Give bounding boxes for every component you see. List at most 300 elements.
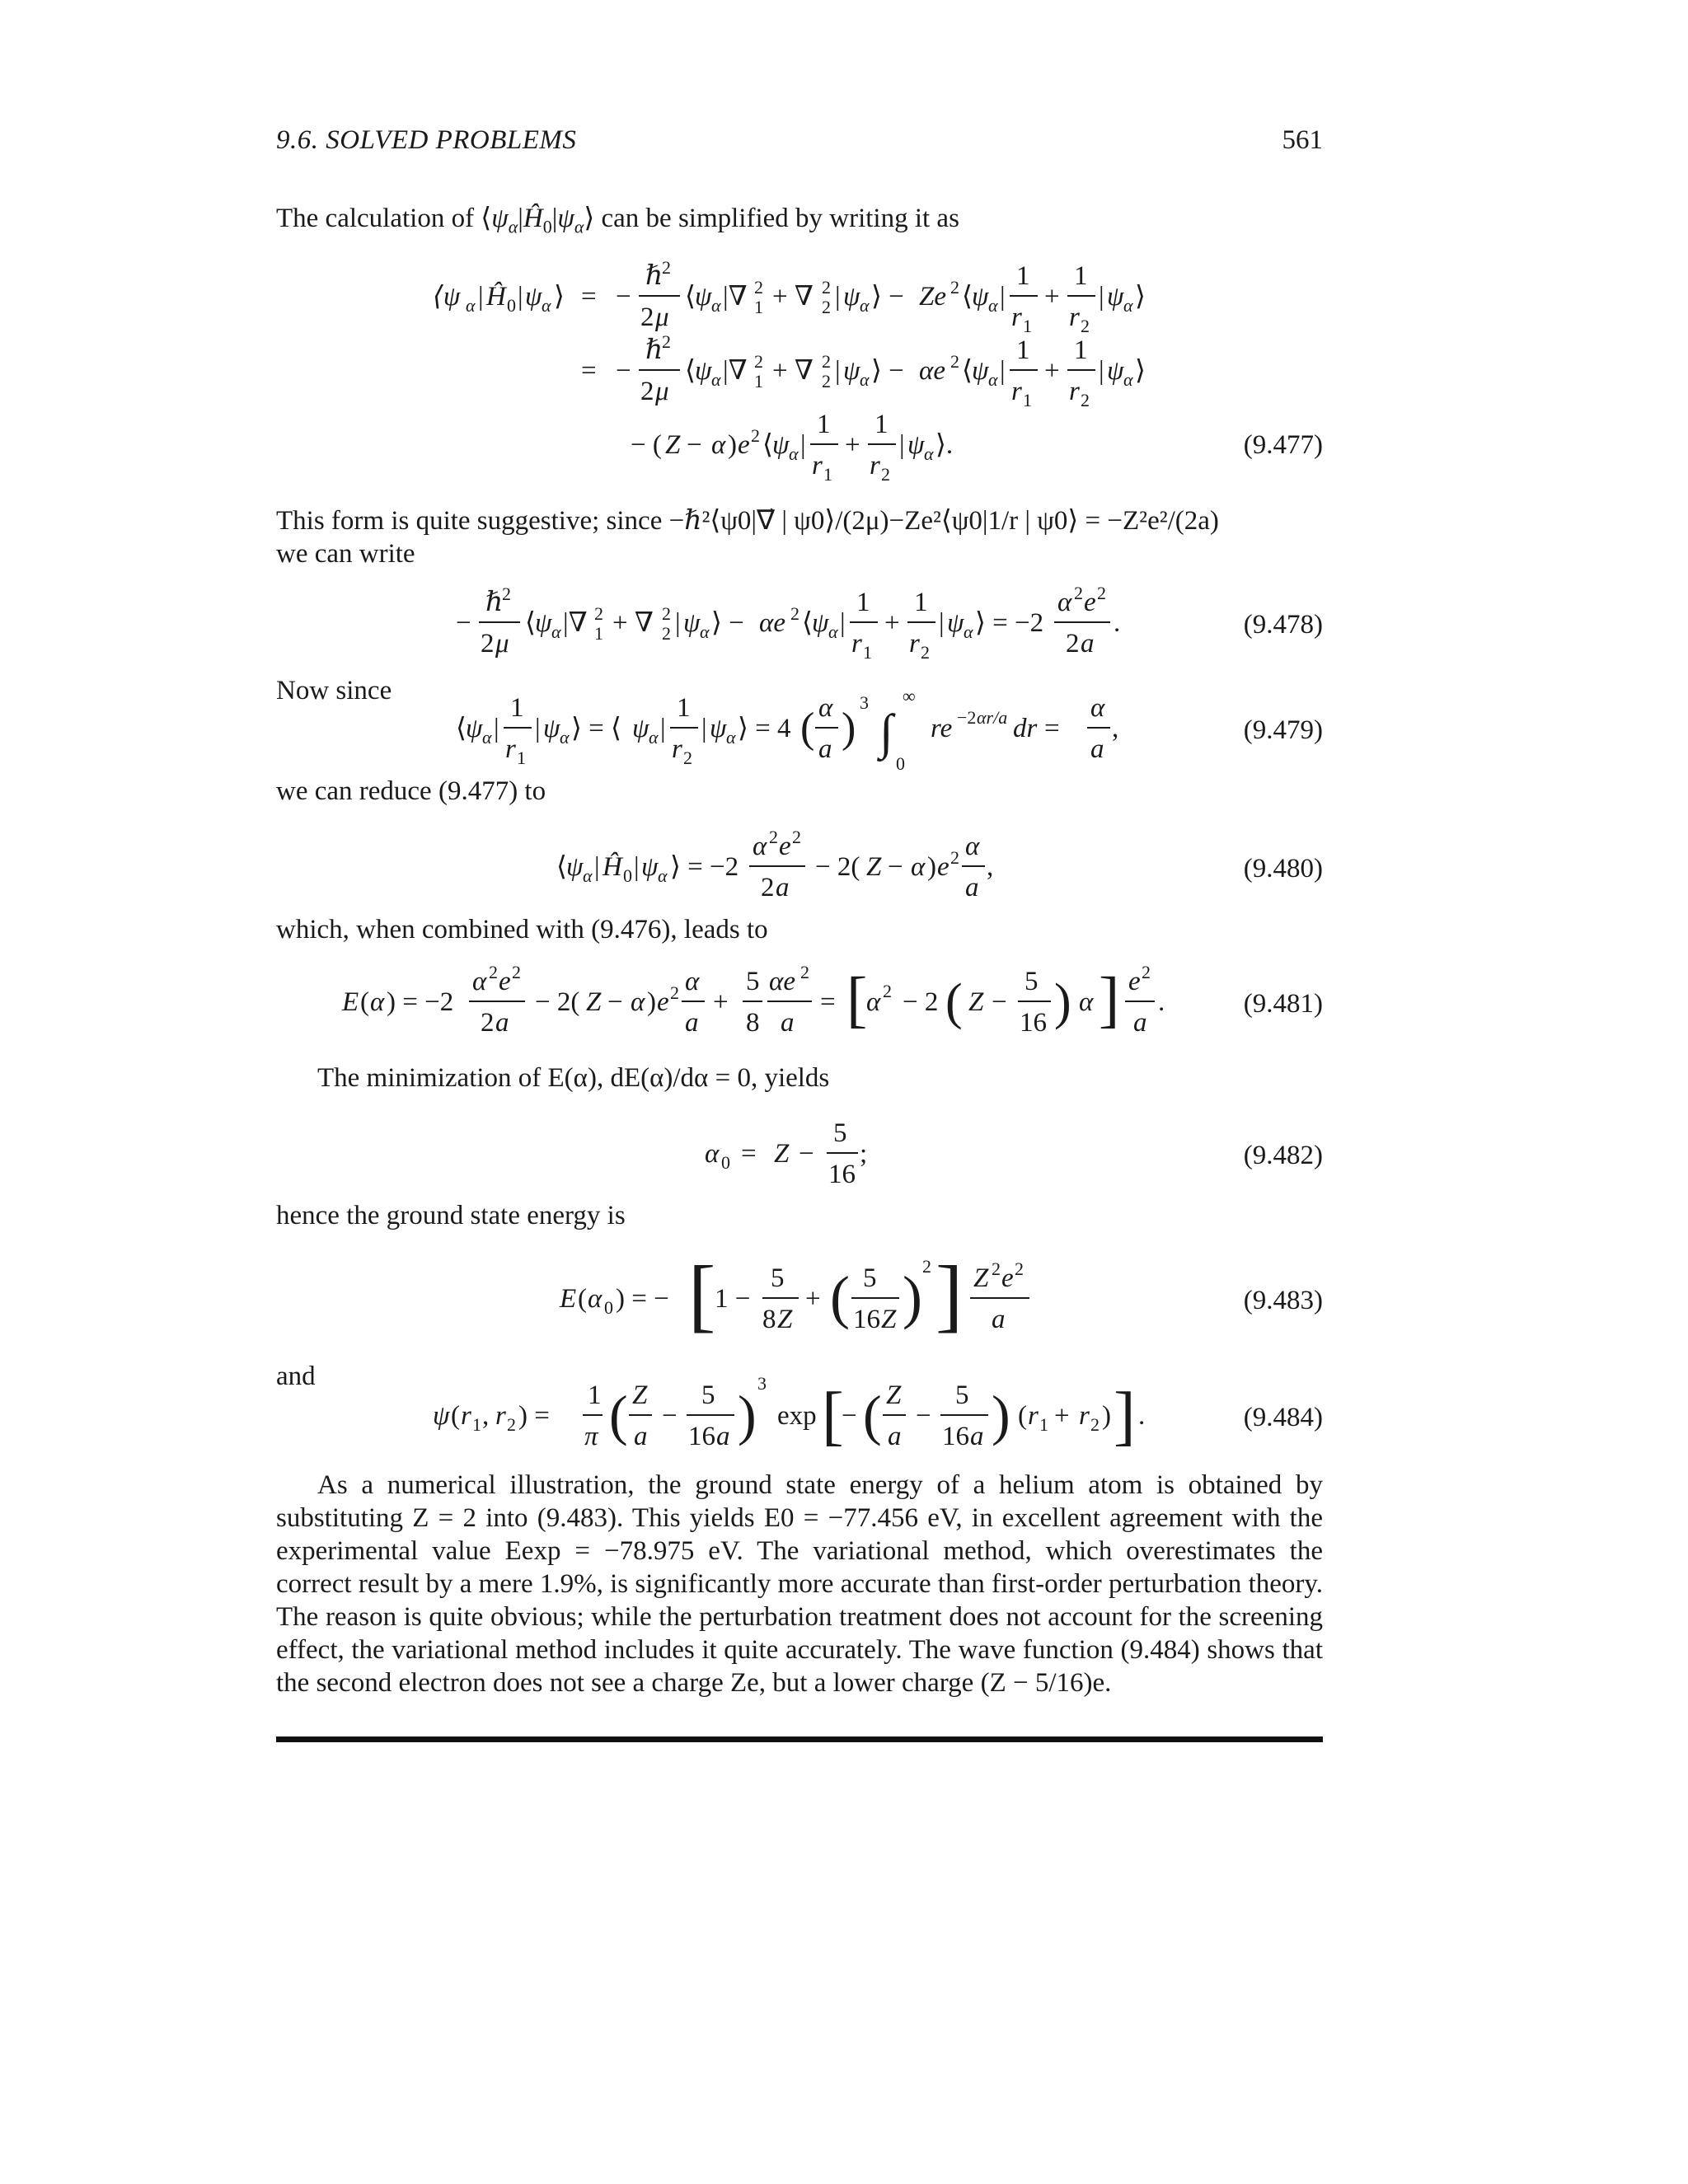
svg-text:exp: exp — [777, 1401, 817, 1431]
svg-text:a: a — [1090, 734, 1104, 764]
svg-text:a: a — [634, 1422, 648, 1451]
svg-text:⟨ψ: ⟨ψ — [433, 282, 461, 312]
svg-text:|∇: |∇ — [723, 282, 748, 312]
svg-text:E: E — [560, 1284, 577, 1314]
svg-text:]: ] — [1099, 965, 1120, 1034]
svg-text:1: 1 — [1074, 335, 1088, 365]
svg-text:α: α — [753, 832, 767, 861]
svg-text:0: 0 — [721, 1152, 730, 1173]
svg-text:,: , — [482, 1401, 490, 1431]
svg-text:α: α — [1057, 588, 1072, 617]
svg-text:Z: Z — [881, 1305, 897, 1334]
svg-text:) = −: ) = − — [616, 1284, 669, 1314]
svg-text:ψ: ψ — [525, 282, 542, 312]
svg-text:2: 2 — [881, 464, 890, 485]
svg-text:⟩ −: ⟩ − — [871, 356, 904, 386]
equation-9-481-math — [276, 956, 1323, 1055]
svg-text:⟩: ⟩ — [1135, 356, 1146, 386]
equation-number: (9.478) — [1243, 610, 1323, 640]
svg-text:αe: αe — [759, 608, 785, 638]
svg-text:|: | — [1000, 356, 1006, 386]
svg-text:(: ( — [1018, 1401, 1027, 1431]
svg-text:ψ: ψ — [972, 356, 989, 386]
svg-text:1: 1 — [863, 642, 872, 663]
svg-text:2: 2 — [1142, 962, 1151, 982]
svg-text:r: r — [1011, 377, 1022, 406]
svg-text:2: 2 — [1090, 1414, 1100, 1435]
svg-text:5: 5 — [863, 1263, 877, 1293]
svg-text:Z: Z — [774, 1139, 790, 1169]
svg-text:|: | — [594, 852, 600, 882]
svg-text:αr/a: αr/a — [977, 707, 1008, 728]
svg-text:⟩ = ⟨: ⟩ = ⟨ — [571, 714, 621, 743]
svg-text:α: α — [1123, 369, 1133, 390]
svg-text:−: − — [916, 1401, 931, 1431]
svg-text:α: α — [1090, 693, 1105, 723]
svg-text:α: α — [1079, 987, 1094, 1017]
svg-text:+: + — [805, 1284, 821, 1314]
svg-text:μ: μ — [495, 629, 509, 658]
svg-text:5: 5 — [746, 967, 760, 996]
svg-text:α: α — [705, 1139, 720, 1169]
svg-text:ψ: ψ — [1107, 356, 1124, 386]
svg-text:α: α — [560, 727, 570, 748]
svg-text:+: + — [1044, 356, 1060, 386]
svg-text:2: 2 — [822, 297, 831, 317]
svg-text:5: 5 — [771, 1263, 785, 1293]
svg-text:(: ( — [360, 987, 369, 1017]
svg-text:e: e — [499, 967, 511, 996]
svg-text:16: 16 — [942, 1422, 969, 1451]
svg-text:16: 16 — [853, 1305, 880, 1334]
svg-text:⟩ −: ⟩ − — [871, 282, 904, 312]
svg-text:2: 2 — [800, 962, 809, 982]
svg-text:e: e — [1084, 588, 1096, 617]
svg-text:r: r — [505, 734, 516, 764]
svg-text:r: r — [870, 451, 880, 480]
svg-text:|: | — [518, 282, 523, 312]
svg-text:αe: αe — [769, 967, 795, 996]
svg-text:ψ: ψ — [433, 1401, 450, 1431]
svg-text:ψ: ψ — [695, 356, 712, 386]
svg-text:α: α — [988, 369, 998, 390]
svg-text:α: α — [911, 852, 926, 882]
svg-text:5: 5 — [955, 1380, 969, 1410]
svg-text:α: α — [649, 727, 659, 748]
svg-text:|: | — [660, 714, 666, 743]
svg-text:− 2: − 2 — [903, 987, 939, 1017]
svg-text:Ĥ: Ĥ — [603, 852, 622, 882]
svg-text:(: ( — [830, 1264, 850, 1330]
svg-text:−: − — [842, 1401, 857, 1431]
svg-text:ℏ: ℏ — [485, 588, 504, 617]
svg-text:⟨: ⟨ — [556, 852, 567, 882]
svg-text:2: 2 — [761, 873, 775, 902]
svg-text:α: α — [860, 369, 870, 390]
svg-text:+ ∇: + ∇ — [772, 282, 814, 312]
svg-text:|∇: |∇ — [563, 608, 588, 638]
svg-text:=: = — [581, 356, 597, 386]
svg-text:|: | — [634, 852, 640, 882]
svg-text:16: 16 — [828, 1160, 856, 1189]
svg-text:=: = — [581, 282, 597, 312]
svg-text:α: α — [583, 865, 593, 886]
svg-text:e: e — [1128, 967, 1141, 996]
svg-text:2: 2 — [512, 962, 521, 982]
svg-text:1: 1 — [594, 623, 603, 644]
equation-9-482-math — [276, 1111, 1323, 1202]
svg-text:2: 2 — [507, 1414, 516, 1435]
svg-text:2: 2 — [754, 351, 763, 372]
equation-9-477 — [276, 247, 1323, 486]
svg-text:⟩ = 4: ⟩ = 4 — [738, 714, 791, 743]
svg-text:1: 1 — [1016, 261, 1030, 291]
page-number: 561 — [1282, 125, 1323, 155]
svg-text:−: − — [687, 430, 702, 460]
equation-9-479-math — [276, 686, 1323, 785]
svg-text:1: 1 — [472, 1414, 481, 1435]
svg-text:): ) — [992, 1384, 1010, 1446]
svg-text:|: | — [1000, 282, 1006, 312]
equation-9-477-math — [276, 247, 1323, 486]
svg-text:⟩.: ⟩. — [935, 430, 954, 460]
svg-text:1: 1 — [823, 464, 832, 485]
svg-text:[: [ — [688, 1249, 716, 1340]
svg-text:a: a — [965, 873, 979, 902]
svg-text:α: α — [466, 295, 476, 316]
svg-text:(: ( — [800, 705, 815, 752]
equation-9-481 — [276, 956, 1323, 1055]
svg-text:,: , — [987, 852, 994, 882]
svg-text:16: 16 — [688, 1422, 715, 1451]
equation-number: (9.483) — [1243, 1286, 1323, 1315]
reduce-text: we can reduce (9.477) to — [276, 776, 546, 806]
svg-text:) = −2: ) = −2 — [387, 987, 454, 1017]
svg-text:2: 2 — [640, 302, 654, 332]
svg-text:Z: Z — [866, 852, 882, 882]
svg-text:1: 1 — [754, 371, 763, 391]
svg-text:Z: Z — [968, 987, 984, 1017]
svg-text:⟩: ⟩ — [1135, 282, 1146, 312]
svg-text:α: α — [711, 369, 721, 390]
svg-text:∫: ∫ — [879, 705, 893, 759]
svg-text:|: | — [835, 282, 841, 312]
svg-text:Z: Z — [632, 1380, 648, 1410]
svg-text:⟩: ⟩ — [554, 282, 565, 312]
svg-text:α: α — [551, 621, 561, 642]
svg-text:2: 2 — [992, 1258, 1001, 1279]
svg-text:|: | — [835, 356, 841, 386]
svg-text:2: 2 — [683, 748, 692, 768]
svg-text:): ) — [1102, 1401, 1111, 1431]
svg-text:⟨: ⟨ — [685, 356, 696, 386]
svg-text:+: + — [845, 430, 860, 460]
svg-text:Z: Z — [586, 987, 602, 1017]
svg-text:ψ: ψ — [972, 282, 989, 312]
svg-text:α: α — [860, 295, 870, 316]
suggestive-line-1: This form is quite suggestive; since −ℏ²⟨ψ0|∇⃗ | ψ0⟩/(2μ)−Ze²⟨ψ0|1/r | ψ0⟩ = −Z²e²/(2a) — [276, 506, 1219, 536]
svg-text:ℏ: ℏ — [645, 261, 663, 291]
svg-text:a: a — [495, 1008, 509, 1038]
svg-text:α: α — [828, 621, 838, 642]
svg-text:2: 2 — [1066, 629, 1080, 658]
svg-text:): ) — [647, 987, 656, 1017]
svg-text:3: 3 — [860, 692, 869, 713]
svg-text:− (: − ( — [631, 430, 662, 460]
svg-text:e: e — [657, 987, 669, 1017]
svg-text:∞: ∞ — [903, 686, 916, 706]
equation-9-483-math — [276, 1236, 1323, 1360]
equation-number: (9.480) — [1243, 854, 1323, 883]
svg-text:r: r — [495, 1401, 506, 1431]
svg-text:α: α — [370, 987, 385, 1017]
svg-text:1: 1 — [1023, 316, 1032, 336]
now-since-text: Now since — [276, 676, 392, 705]
svg-text:+: + — [1044, 282, 1060, 312]
svg-text:a: a — [1133, 1008, 1147, 1038]
svg-text:2: 2 — [662, 331, 671, 352]
ground-state-text: hence the ground state energy is — [276, 1201, 626, 1230]
svg-text:,: , — [1112, 714, 1119, 743]
equation-number: (9.477) — [1243, 430, 1323, 460]
svg-text:−: − — [662, 1401, 678, 1431]
svg-text:]: ] — [1114, 1380, 1136, 1452]
svg-text:Z: Z — [665, 430, 681, 460]
svg-text:α: α — [789, 443, 799, 464]
svg-text:0: 0 — [896, 753, 905, 774]
equation-number: (9.479) — [1243, 715, 1323, 745]
svg-text:2: 2 — [822, 277, 831, 298]
svg-text:8: 8 — [746, 1008, 760, 1038]
svg-text:a: a — [1081, 629, 1095, 658]
svg-text:a: a — [992, 1305, 1006, 1334]
svg-text:α: α — [711, 295, 721, 316]
svg-text:Z: Z — [777, 1305, 793, 1334]
svg-text:Ze: Ze — [919, 282, 946, 312]
svg-text:⟨: ⟨ — [962, 282, 973, 312]
equation-9-483 — [276, 1236, 1323, 1360]
svg-text:α: α — [964, 621, 973, 642]
svg-text:1: 1 — [517, 748, 526, 768]
svg-text:[: [ — [846, 965, 868, 1034]
svg-text:αe: αe — [919, 356, 945, 386]
svg-text:(: ( — [451, 1401, 460, 1431]
svg-text:⟩ = −2: ⟩ = −2 — [670, 852, 739, 882]
svg-text:−2: −2 — [957, 707, 977, 728]
svg-text:+ ∇: + ∇ — [612, 608, 654, 638]
final-paragraph: As a numerical illustration, the ground state energy of a helium atom is obtained by substituting Z = 2 into (9.483). This yields E0 = −77.456 eV, in excellent agreement with the experimental value Eexp = −78.975 eV. The variational method, which overestimates the correct result by a mere 1.9%, is significantly more accurate than first-order perturbation theory. The reason is quite obvious; while the perturbation treatment does not account for the screening effect, the variational method includes it quite accurately. The wave function (9.484) shows that the second electron does not see a charge Ze, but a lower charge (Z − 5/16)e. — [276, 1470, 1323, 1698]
svg-text:2: 2 — [670, 982, 679, 1003]
svg-text:⟩ −: ⟩ − — [711, 608, 744, 638]
and-text: and — [276, 1361, 316, 1391]
svg-text:|: | — [1099, 356, 1104, 386]
svg-text:|: | — [535, 714, 541, 743]
svg-text:α: α — [482, 727, 492, 748]
svg-text:a: a — [776, 873, 790, 902]
svg-text:5: 5 — [701, 1380, 715, 1410]
equation-number: (9.481) — [1243, 989, 1323, 1019]
svg-text:ψ: ψ — [466, 714, 483, 743]
svg-text:|: | — [1099, 282, 1104, 312]
equation-number: (9.484) — [1243, 1403, 1323, 1432]
svg-text:0: 0 — [507, 295, 516, 316]
svg-text:): ) — [842, 705, 856, 752]
svg-text:ψ: ψ — [632, 714, 649, 743]
svg-text:α: α — [588, 1284, 603, 1314]
svg-text:8: 8 — [762, 1305, 776, 1334]
svg-text:a: a — [685, 1008, 699, 1038]
svg-text:α: α — [965, 832, 980, 861]
svg-text:1 −: 1 − — [715, 1284, 751, 1314]
svg-text:a: a — [781, 1008, 795, 1038]
svg-text:2: 2 — [662, 623, 671, 644]
svg-text:re: re — [931, 714, 953, 743]
svg-text:r: r — [851, 629, 862, 658]
svg-text:α: α — [711, 430, 726, 460]
svg-text:) =: ) = — [518, 1401, 550, 1431]
svg-text:2: 2 — [822, 351, 831, 372]
svg-text:2: 2 — [640, 377, 654, 406]
svg-text:r: r — [1069, 377, 1080, 406]
svg-text:2: 2 — [922, 1256, 931, 1277]
svg-text:r: r — [1011, 302, 1022, 332]
svg-text:e: e — [779, 832, 791, 861]
svg-text:μ: μ — [655, 377, 669, 406]
svg-text:): ) — [738, 1384, 757, 1446]
equation-9-482 — [276, 1111, 1323, 1202]
svg-text:2: 2 — [481, 629, 495, 658]
svg-text:2: 2 — [502, 583, 511, 604]
svg-text:r: r — [461, 1401, 471, 1431]
svg-text:ψ: ψ — [566, 852, 584, 882]
svg-text:2: 2 — [594, 603, 603, 624]
svg-text:): ) — [903, 1264, 922, 1330]
svg-text:ψ: ψ — [535, 608, 552, 638]
svg-text:a: a — [888, 1422, 902, 1451]
svg-text:2: 2 — [792, 827, 801, 847]
svg-text:2: 2 — [662, 603, 671, 624]
svg-text:r: r — [1079, 1401, 1090, 1431]
svg-text:α: α — [818, 693, 833, 723]
svg-text:−: − — [992, 987, 1007, 1017]
equation-number: (9.482) — [1243, 1141, 1323, 1170]
svg-text:⟩ = −2: ⟩ = −2 — [975, 608, 1044, 638]
svg-text:1: 1 — [588, 1380, 602, 1410]
svg-text:ψ: ψ — [772, 430, 790, 460]
svg-text:;: ; — [860, 1139, 868, 1169]
equation-9-479 — [276, 686, 1323, 785]
running-header — [276, 125, 1323, 166]
svg-text:1: 1 — [914, 588, 928, 617]
svg-text:+: + — [884, 608, 900, 638]
section-end-rule — [276, 1736, 1323, 1742]
svg-text:Ĥ: Ĥ — [486, 282, 506, 312]
svg-text:2: 2 — [662, 257, 671, 278]
svg-text:E: E — [342, 987, 359, 1017]
svg-text:2: 2 — [481, 1008, 495, 1038]
svg-text:r: r — [1069, 302, 1080, 332]
svg-text:2: 2 — [950, 847, 959, 868]
svg-text:2: 2 — [822, 371, 831, 391]
svg-text:−: − — [616, 282, 631, 312]
svg-text:e: e — [937, 852, 950, 882]
svg-text:α: α — [1123, 295, 1133, 316]
svg-text:|: | — [899, 430, 905, 460]
svg-text:): ) — [927, 852, 936, 882]
running-title: 9.6. SOLVED PROBLEMS — [276, 125, 577, 155]
minimization-text: The minimization of E(α), dE(α)/dα = 0, yields — [317, 1063, 830, 1093]
svg-text:− 2(: − 2( — [815, 852, 860, 882]
equation-9-480 — [276, 824, 1323, 915]
svg-text:a: a — [716, 1422, 730, 1451]
svg-text:.: . — [1114, 608, 1121, 638]
equation-9-484 — [276, 1371, 1323, 1470]
svg-text:=: = — [820, 987, 836, 1017]
svg-text:]: ] — [935, 1249, 964, 1340]
svg-text:ψ: ψ — [907, 430, 925, 460]
svg-text:ψ: ψ — [812, 608, 829, 638]
svg-text:(: ( — [945, 974, 963, 1030]
svg-text:2: 2 — [950, 277, 959, 298]
svg-text:=: = — [741, 1139, 757, 1169]
svg-text:2: 2 — [1074, 583, 1083, 603]
svg-text:−: − — [799, 1139, 814, 1169]
equation-9-478-math — [276, 577, 1323, 668]
svg-text:5: 5 — [833, 1118, 847, 1148]
svg-text:a: a — [970, 1422, 984, 1451]
svg-text:.: . — [1138, 1401, 1146, 1431]
svg-text:(: ( — [863, 1384, 882, 1446]
svg-text:): ) — [728, 430, 737, 460]
svg-text:α: α — [726, 727, 736, 748]
svg-text:r: r — [812, 451, 823, 480]
svg-text:|: | — [701, 714, 707, 743]
svg-text:ψ: ψ — [683, 608, 701, 638]
svg-text:π: π — [584, 1422, 598, 1451]
svg-text:α: α — [866, 987, 881, 1017]
svg-text:⟨: ⟨ — [762, 430, 773, 460]
svg-text:16: 16 — [1020, 1008, 1047, 1038]
svg-text:+ ∇: + ∇ — [772, 356, 814, 386]
svg-text:+: + — [713, 987, 729, 1017]
svg-text:ψ: ψ — [641, 852, 659, 882]
svg-text:|: | — [939, 608, 945, 638]
svg-text:⟨: ⟨ — [685, 282, 696, 312]
svg-text:α: α — [924, 443, 934, 464]
svg-text:|: | — [800, 430, 806, 460]
svg-text:): ) — [1054, 974, 1071, 1030]
svg-text:(: ( — [609, 1384, 628, 1446]
svg-text:ψ: ψ — [543, 714, 560, 743]
equation-9-478 — [276, 577, 1323, 668]
svg-text:1: 1 — [754, 297, 763, 317]
svg-text:2: 2 — [790, 603, 799, 624]
svg-text:α: α — [631, 987, 645, 1017]
combined-text: which, when combined with (9.476), leads to — [276, 915, 768, 944]
svg-text:ψ: ψ — [843, 282, 860, 312]
svg-text:r: r — [1028, 1401, 1039, 1431]
svg-text:2: 2 — [751, 425, 760, 446]
svg-text:1: 1 — [677, 693, 691, 723]
svg-text:−: − — [888, 852, 903, 882]
svg-text:1: 1 — [510, 693, 524, 723]
svg-text:1: 1 — [1016, 335, 1030, 365]
svg-text:α: α — [542, 295, 551, 316]
svg-text:⟨: ⟨ — [456, 714, 467, 743]
equation-9-484-math — [276, 1371, 1323, 1470]
svg-text:ℏ: ℏ — [645, 335, 663, 365]
svg-text:ψ: ψ — [1107, 282, 1124, 312]
